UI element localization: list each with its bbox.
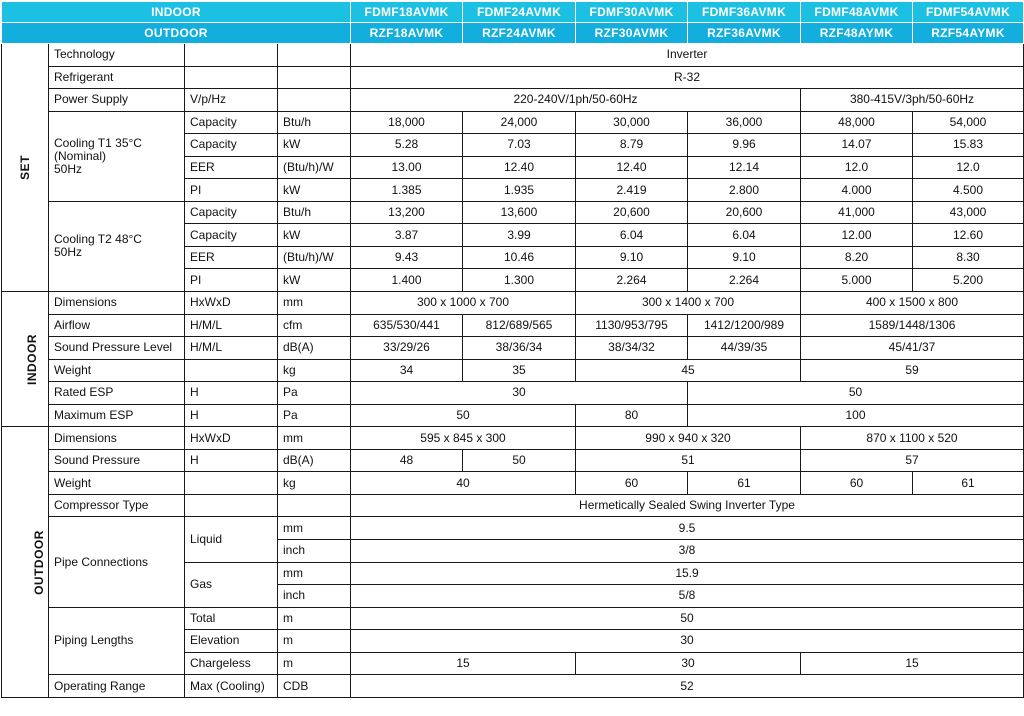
table-row bbox=[2, 66, 1024, 89]
row-label: Sound Pressure Level bbox=[49, 337, 185, 360]
table-row: EER (Btu/h)/W 13.00 12.40 12.40 12.14 12.0 12.0 bbox=[2, 156, 1024, 179]
outdoor-header-label: OUTDOOR bbox=[2, 23, 351, 44]
indoor-model: FDMF54AVMK bbox=[913, 2, 1024, 23]
table-row: Weight kg 40 60 61 60 61 bbox=[2, 472, 1024, 495]
spec-table bbox=[1, 1, 1024, 698]
row-label: Weight bbox=[49, 359, 185, 382]
section-label-set: SET bbox=[2, 44, 49, 292]
row-label: Sound Pressure bbox=[49, 449, 185, 472]
indoor-header-label: INDOOR bbox=[2, 2, 351, 23]
outdoor-model: RZF30AVMK bbox=[576, 23, 688, 44]
row-label: Refrigerant bbox=[49, 66, 185, 89]
row-label: Dimensions bbox=[49, 292, 185, 315]
table-row: Sound Pressure H dB(A) 48 50 51 57 bbox=[2, 449, 1024, 472]
table-row: Chargeless m 15 30 15 bbox=[2, 652, 1024, 675]
section-label-indoor: INDOOR bbox=[2, 292, 49, 427]
table-row: PI kW 1.400 1.300 2.264 2.264 5.000 5.200 bbox=[2, 269, 1024, 292]
table-row: EER (Btu/h)/W 9.43 10.46 9.10 9.10 8.20 8.30 bbox=[2, 246, 1024, 269]
table-row: Cooling T2 48°C 50Hz Capacity Btu/h 13,200 13,600 20,600 20,600 41,000 43,000 bbox=[2, 201, 1024, 224]
table-row: inch 3/8 bbox=[2, 540, 1024, 563]
table-row: INDOOR Dimensions HxWxD mm 300 x 1000 x 700 300 x 1400 x 700 400 x 1500 x 800 bbox=[2, 292, 1024, 315]
row-label: Dimensions bbox=[49, 427, 185, 450]
outdoor-model: RZF48AYMK bbox=[801, 23, 913, 44]
row-label: Weight bbox=[49, 472, 185, 495]
row-label: Technology bbox=[49, 44, 185, 67]
outdoor-header-row bbox=[2, 23, 1024, 44]
table-row: Airflow H/M/L cfm 635/530/441 812/689/565 1130/953/795 1412/1200/989 1589/1448/1306 bbox=[2, 314, 1024, 337]
table-row: Maximum ESP H Pa 50 80 100 bbox=[2, 404, 1024, 427]
row-label: Maximum ESP bbox=[49, 404, 185, 427]
table-row: Elevation m 30 bbox=[2, 630, 1024, 653]
row-unit: V/p/Hz bbox=[185, 89, 278, 112]
indoor-model: FDMF36AVMK bbox=[688, 2, 801, 23]
table-row: Capacity kW 5.28 7.03 8.79 9.96 14.07 15.83 bbox=[2, 134, 1024, 157]
table-row bbox=[2, 44, 1024, 67]
row-label: Operating Range bbox=[49, 675, 185, 698]
section-label-outdoor: OUTDOOR bbox=[2, 427, 49, 698]
table-row: Weight kg 34 35 45 59 bbox=[2, 359, 1024, 382]
table-cell: 220-240V/1ph/50-60Hz bbox=[351, 89, 801, 112]
indoor-model: FDMF24AVMK bbox=[463, 2, 576, 23]
outdoor-model: RZF36AVMK bbox=[688, 23, 801, 44]
table-row: Cooling T1 35°C (Nominal) 50Hz Capacity Btu/h 18,000 24,000 30,000 36,000 48,000 54,000 bbox=[2, 111, 1024, 134]
indoor-model: FDMF48AVMK bbox=[801, 2, 913, 23]
table-cell: R-32 bbox=[351, 66, 1024, 89]
table-row: Rated ESP H Pa 30 50 bbox=[2, 382, 1024, 405]
table-row: Gas mm 15.9 bbox=[2, 562, 1024, 585]
table-row: Compressor Type Hermetically Sealed Swing Inverter Type bbox=[2, 494, 1024, 517]
row-label: Power Supply bbox=[49, 89, 185, 112]
cooling-t2-label: Cooling T2 48°C 50Hz bbox=[49, 201, 185, 291]
cooling-t1-label: Cooling T1 35°C (Nominal) 50Hz bbox=[49, 111, 185, 201]
table-row: Pipe Connections Liquid mm 9.5 bbox=[2, 517, 1024, 540]
table-row: inch 5/8 bbox=[2, 585, 1024, 608]
outdoor-model: RZF54AYMK bbox=[913, 23, 1024, 44]
table-row: Sound Pressure Level H/M/L dB(A) 33/29/26 38/36/34 38/34/32 44/39/35 45/41/37 bbox=[2, 337, 1024, 360]
table-row: PI kW 1.385 1.935 2.419 2.800 4.000 4.500 bbox=[2, 179, 1024, 202]
table-cell: Inverter bbox=[351, 44, 1024, 67]
row-label: Pipe Connections bbox=[49, 517, 185, 607]
row-label: Rated ESP bbox=[49, 382, 185, 405]
row-label: Compressor Type bbox=[49, 494, 185, 517]
row-label: Piping Lengths bbox=[49, 607, 185, 675]
outdoor-model: RZF24AVMK bbox=[463, 23, 576, 44]
indoor-header-row bbox=[2, 2, 1024, 23]
table-row: Capacity kW 3.87 3.99 6.04 6.04 12.00 12.60 bbox=[2, 224, 1024, 247]
indoor-model: FDMF18AVMK bbox=[351, 2, 463, 23]
outdoor-model: RZF18AVMK bbox=[351, 23, 463, 44]
table-cell: 380-415V/3ph/50-60Hz bbox=[801, 89, 1024, 112]
indoor-model: FDMF30AVMK bbox=[576, 2, 688, 23]
table-row: OUTDOOR Dimensions HxWxD mm 595 x 845 x 300 990 x 940 x 320 870 x 1100 x 520 bbox=[2, 427, 1024, 450]
table-row: Operating Range Max (Cooling) CDB 52 bbox=[2, 675, 1024, 698]
row-label: Airflow bbox=[49, 314, 185, 337]
table-row: Piping Lengths Total m 50 bbox=[2, 607, 1024, 630]
table-row bbox=[2, 89, 1024, 112]
